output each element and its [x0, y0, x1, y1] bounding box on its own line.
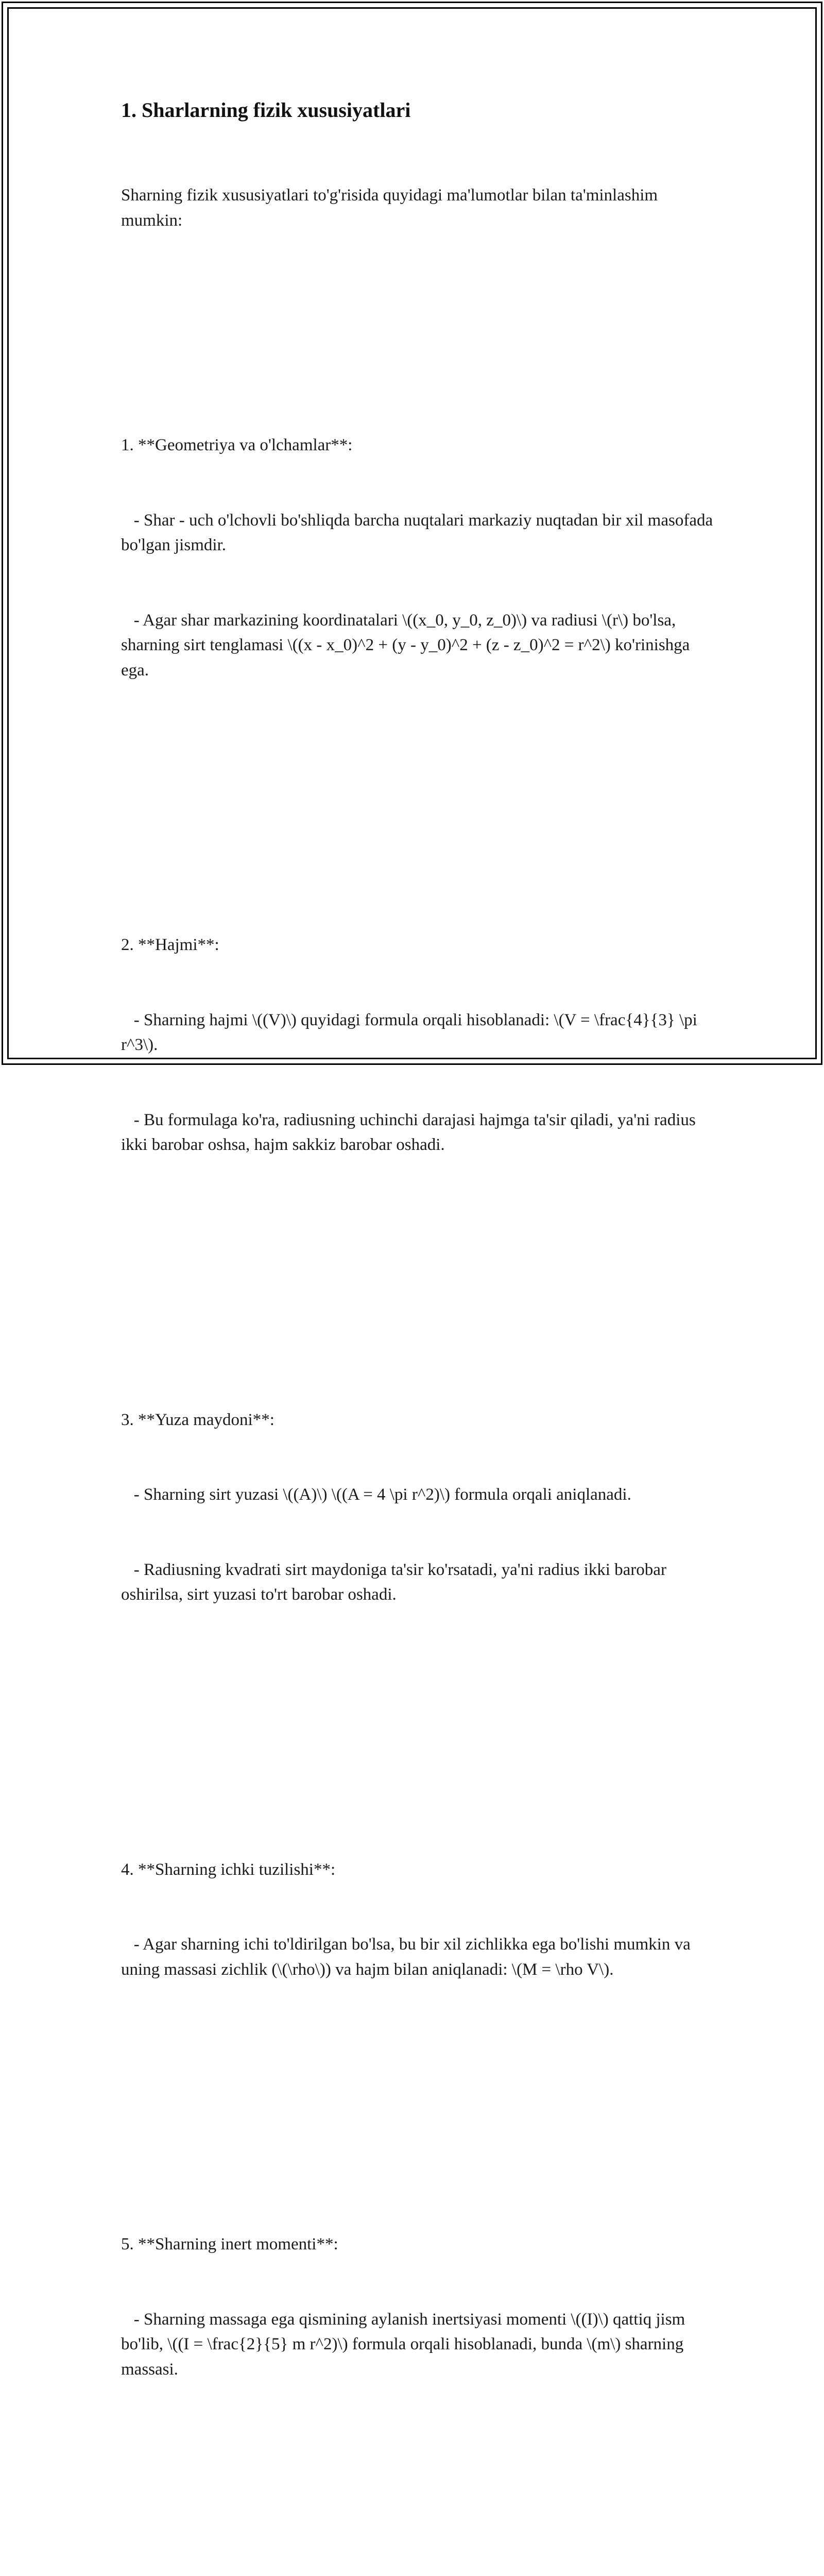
section-item: - Agar sharning ichi to'ldirilgan bo'lsa, bu bir xil zichlikka ega bo'lishi mumkin va uning massasi zichlik (\(\rho\)) va hajm bilan aniqlanadi: \(M = \rho V\). [121, 1935, 695, 1979]
section-surface-area [121, 1358, 713, 1657]
section-moment-of-inertia [121, 2182, 713, 2432]
paragraph-gap [121, 783, 713, 808]
paragraph-gap [121, 2482, 713, 2507]
paragraph-gap [121, 2082, 713, 2107]
paragraph-gap [121, 1258, 713, 1283]
section-item: - Bu formulaga ko'ra, radiusning uchinchi darajasi hajmga ta'sir qiladi, ya'ni radius ikki barobar oshsa, hajm sakkiz barobar oshadi. [121, 1110, 700, 1154]
section-heading: 4. **Sharning ichki tuzilishi**: [121, 1860, 336, 1879]
section-heading: 3. **Yuza maydoni**: [121, 1410, 274, 1429]
section-item: - Radiusning kvadrati sirt maydoniga ta'sir ko'rsatadi, ya'ni radius ikki barobar oshirilsa, sirt yuzasi to'rt barobar oshadi. [121, 1560, 671, 1604]
section-geometry [121, 383, 717, 733]
section-item: - Sharning sirt yuzasi \((A)\) \((A = 4 \pi r^2)\) formula orqali aniqlanadi. [121, 1485, 631, 1504]
section-heading: 2. **Hajmi**: [121, 936, 219, 954]
document-page [121, 97, 717, 2576]
section-item: - Sharning hajmi \((V)\) quyidagi formula orqali hisoblanadi: \(V = \frac{4}{3} \pi r^3\). [121, 1010, 702, 1054]
section-item: - Shar - uch o'lchovli bo'shliqda barcha nuqtalari markaziy nuqtadan bir xil masofada bo'lgan jismdir. [121, 511, 717, 554]
section-heading: 1. **Geometriya va o'lchamlar**: [121, 436, 353, 454]
section-item: - Agar shar markazining koordinatalari \((x_0, y_0, z_0)\) va radiusi \(r\) bo'lsa, sharning sirt tenglamasi \((x - x_0)^2 + (y - y_0)^2 + (z - z_0)^2 = r^2\) ko'rinishga ega. [121, 611, 694, 680]
section-heading: 5. **Sharning inert momenti**: [121, 2235, 338, 2253]
document-title: 1. Sharlarning fizik xususiyatlari [121, 98, 411, 122]
paragraph-gap [121, 283, 713, 308]
intro-paragraph: Sharning fizik xususiyatlari to'g'risida quyidagi ma'lumotlar bilan ta'minlashim mumkin: [121, 186, 662, 230]
document-body [121, 133, 717, 2576]
paragraph-gap [121, 1707, 713, 1733]
section-volume [121, 883, 713, 1208]
section-item: - Sharning massaga ega qismining aylanish inertsiyasi momenti \((I)\) qattiq jism bo'lib, \((I = \frac{2}{5} m r^2)\) formula orqali hisoblanadi, bunda \(m\) sharning massasi. [121, 2310, 690, 2379]
section-internal-structure [121, 1807, 713, 2032]
